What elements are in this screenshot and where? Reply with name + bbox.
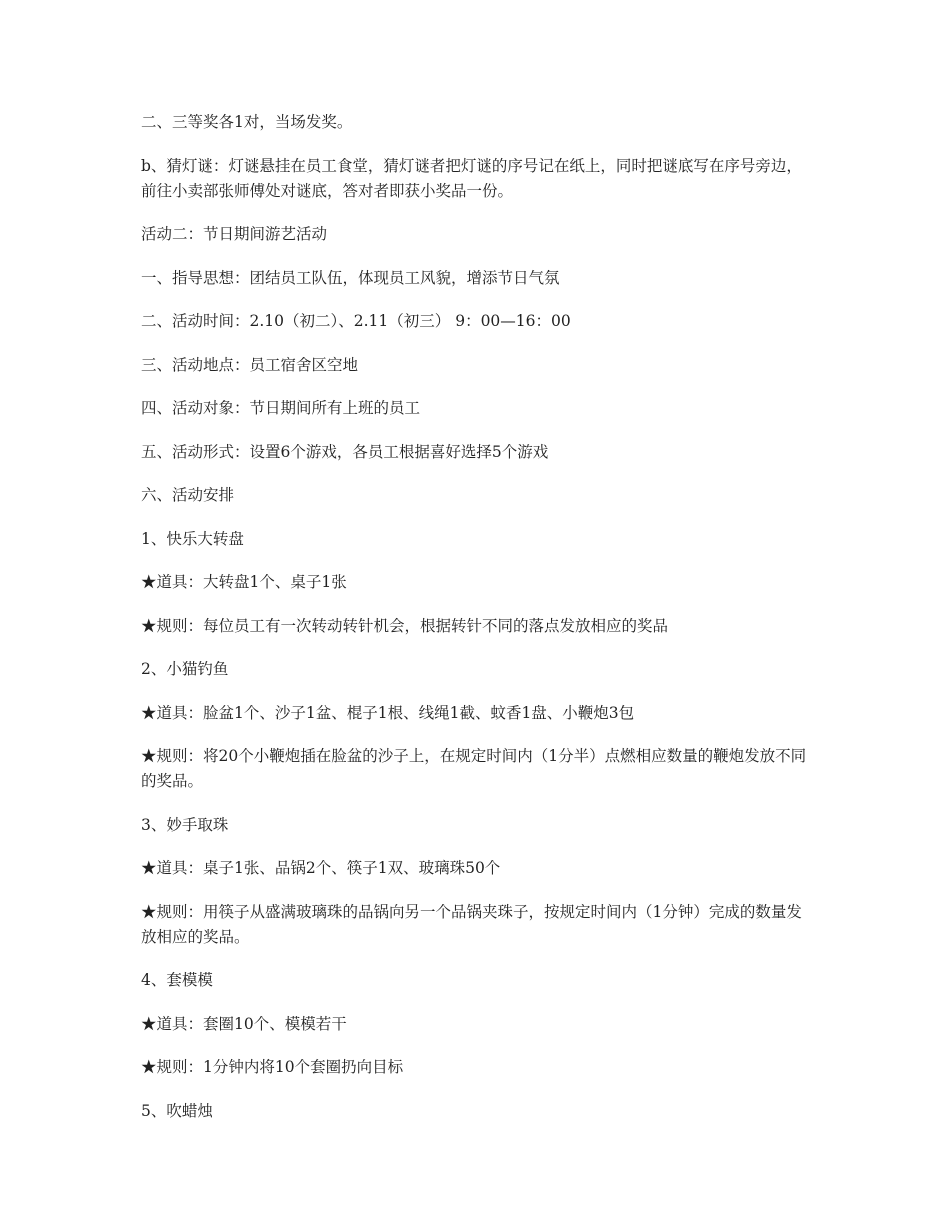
paragraph-game-1-rules: ★规则：每位员工有一次转动转针机会，根据转针不同的落点发放相应的奖品: [141, 616, 669, 635]
paragraph-activity-arrangement: 六、活动安排: [141, 486, 235, 504]
paragraph-game-4-props: ★道具：套圈10个、模模若干: [141, 1014, 347, 1033]
paragraph-activity-location: 三、活动地点：员工宿舍区空地: [141, 355, 359, 374]
paragraph-award-note: 二、三等奖各1对，当场发奖。: [141, 113, 353, 131]
paragraph-game-3-props: ★道具：桌子1张、品锅2个、筷子1双、玻璃珠50个: [141, 859, 501, 877]
paragraph-game-4-rules: ★规则：1分钟内将10个套圈扔向目标: [141, 1058, 404, 1076]
document-body: [141, 110, 816, 1142]
paragraph-game-1-title: 1、快乐大转盘: [141, 529, 244, 548]
paragraph-game-3-title: 3、妙手取珠: [141, 815, 229, 834]
paragraph-game-2-rules: ★规则：将20个小鞭炮插在脸盆的沙子上，在规定时间内（1分半）点燃相应数量的鞭炮发放不同的奖品。: [141, 747, 807, 790]
paragraph-lantern-riddle: b、猜灯谜：灯谜悬挂在员工食堂，猜灯谜者把灯谜的序号记在纸上，同时把谜底写在序号旁边，前往小卖部张师傅处对谜底，答对者即获小奖品一份。: [141, 156, 802, 200]
paragraph-game-1-props: ★道具：大转盘1个、桌子1张: [141, 573, 347, 591]
paragraph-activity-target: 四、活动对象：节日期间所有上班的员工: [141, 399, 421, 417]
paragraph-game-2-props: ★道具：脸盆1个、沙子1盆、棍子1根、线绳1截、蚊香1盘、小鞭炮3包: [141, 703, 635, 722]
paragraph-activity-two-heading: 活动二：节日期间游艺活动: [141, 225, 328, 243]
paragraph-game-2-title: 2、小猫钓鱼: [141, 660, 229, 678]
paragraph-activity-time: 二、活动时间：2.10（初二）、2.11（初三） 9：00—16：00: [141, 312, 571, 330]
paragraph-activity-form: 五、活动形式：设置6个游戏，各员工根据喜好选择5个游戏: [141, 442, 549, 461]
paragraph-guiding-idea: 一、指导思想：团结员工队伍，体现员工风貌，增添节日气氛: [141, 268, 560, 287]
paragraph-game-4-title: 4、套模模: [141, 971, 213, 989]
paragraph-game-5-title: 5、吹蜡烛: [141, 1101, 213, 1120]
paragraph-game-3-rules: ★规则：用筷子从盛满玻璃珠的品锅向另一个品锅夹珠子，按规定时间内（1分钟）完成的数量发放相应的奖品。: [141, 902, 802, 946]
